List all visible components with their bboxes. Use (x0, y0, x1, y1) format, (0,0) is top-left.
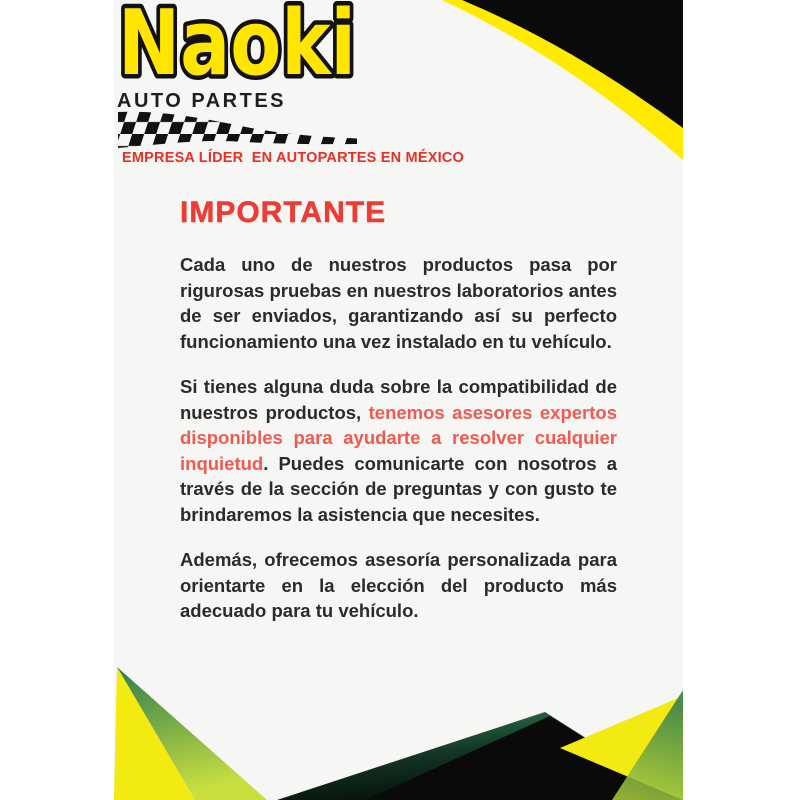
brand-tagline: EMPRESA LÍDER EN AUTOPARTES EN MÉXICO (122, 150, 464, 166)
bottom-decoration (114, 665, 683, 800)
body-paragraph (180, 547, 617, 624)
text-segment: Además, ofrecemos asesoría personalizada para orientarte en la elección del producto más adecuado para tu vehículo. (180, 549, 617, 621)
page-title: IMPORTANTE (180, 196, 387, 229)
text-segment: Cada uno de nuestros productos pasa por rigurosas pruebas en nuestros laboratorios antes de ser enviados, garantizando así su perfecto funcionamiento una vez instalado en tu vehículo. (180, 254, 617, 352)
checkered-flag-icon (116, 110, 360, 152)
body-text (180, 252, 617, 624)
text-segment: Si tienes alguna duda sobre la compatibilidad de nuestros productos, (180, 376, 617, 423)
body-paragraph (180, 374, 617, 527)
text-segment: . Puedes comunicarte con nosotros a través de la sección de preguntas y con gusto te brindaremos la asistencia que necesites. (180, 452, 617, 525)
brand-logo (114, 0, 374, 98)
text-segment: tenemos asesores expertos disponibles para ayudarte a resolver cualquier inquietud (180, 401, 617, 474)
body-paragraph (180, 252, 617, 354)
brand-logo-text: Naoki (118, 0, 356, 96)
brand-subtitle: AUTO PARTES (117, 90, 286, 112)
poster (114, 0, 683, 800)
